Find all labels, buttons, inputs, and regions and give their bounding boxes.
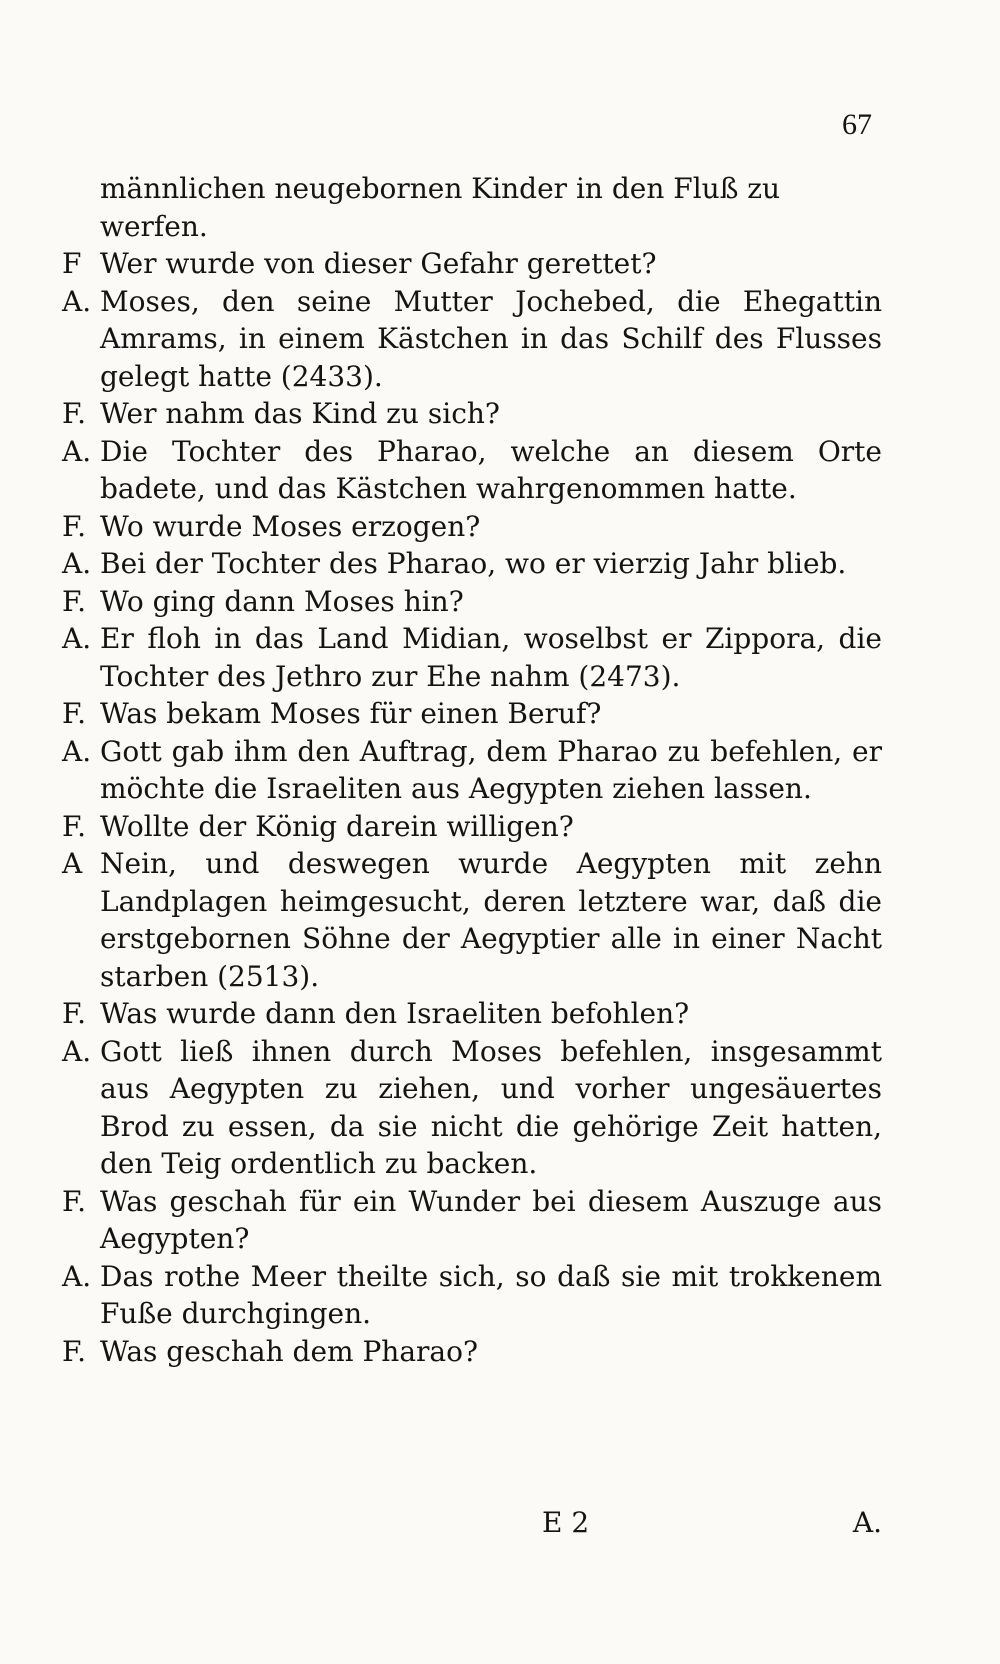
- entry-tag: F.: [62, 509, 86, 543]
- entry-tag: F.: [62, 1334, 86, 1368]
- qa-entry: [62, 545, 882, 583]
- entry-tag: A.: [62, 1034, 92, 1068]
- entry-tag: F.: [62, 584, 86, 618]
- qa-entry: [62, 1333, 882, 1371]
- entry-tag: F: [62, 247, 82, 280]
- entry-tag: A.: [62, 547, 92, 580]
- text-block: [62, 170, 882, 1370]
- entry-tag: A.: [62, 434, 92, 468]
- entry-text: Wo ging dann Moses hin?: [100, 584, 464, 618]
- qa-entry: [62, 1033, 882, 1183]
- entry-tag: F.: [62, 809, 86, 843]
- entry-text: Wer nahm das Kind zu sich?: [100, 397, 500, 430]
- entry-text: Bei der Tochter des Pharao, wo er vierzig Jahr blieb.: [100, 547, 847, 580]
- page-footer: [62, 1506, 882, 1546]
- entry-text: Was bekam Moses für einen Beruf?: [100, 697, 602, 730]
- qa-entry: [62, 508, 882, 546]
- entry-tag: F.: [62, 397, 86, 430]
- entry-text: Wo wurde Moses erzogen?: [100, 509, 481, 543]
- entry-text: Was geschah für ein Wunder bei diesem Auszuge aus Aegypten?: [100, 1184, 882, 1255]
- qa-entry: [62, 433, 882, 508]
- qa-entry: [62, 583, 882, 621]
- entry-tag: A: [62, 847, 83, 880]
- entry-tag: A.: [62, 284, 92, 318]
- qa-entry: [62, 695, 882, 733]
- qa-entry: [62, 1258, 882, 1333]
- qa-entry: [62, 1183, 882, 1258]
- qa-entry: [62, 845, 882, 995]
- entry-tag: F.: [62, 1184, 86, 1218]
- entry-tag: A.: [62, 1259, 92, 1293]
- entry-tag: A.: [62, 622, 92, 655]
- catchword: A.: [852, 1506, 882, 1539]
- qa-entry: [62, 733, 882, 808]
- entry-text: Gott gab ihm den Auftrag, dem Pharao zu befehlen, er möchte die Israeliten aus Aegypten ziehen lassen.: [100, 734, 882, 805]
- qa-entry: [62, 620, 882, 695]
- qa-entry: [62, 395, 882, 433]
- qa-entry: [62, 808, 882, 846]
- qa-entry: [62, 283, 882, 396]
- entry-tag: F.: [62, 997, 86, 1030]
- entry-text: Die Tochter des Pharao, welche an diesem Orte badete, und das Kästchen wahrgenommen hatte.: [100, 434, 882, 505]
- entry-text: Das rothe Meer theilte sich, so daß sie mit trokkenem Fuße durchgingen.: [100, 1259, 882, 1330]
- qa-entry: [62, 995, 882, 1033]
- entry-text: Wollte der König darein willigen?: [100, 809, 574, 843]
- entry-text: Gott ließ ihnen durch Moses befehlen, insgesammt aus Aegypten zu ziehen, und vorher ungesäuertes Brod zu essen, da sie nicht die gehörige Zeit hatten, den Teig ordentlich zu backen.: [100, 1034, 882, 1180]
- page-number: 67: [842, 108, 872, 141]
- qa-entry: [62, 245, 882, 283]
- entry-tag: A.: [62, 734, 92, 768]
- entry-text: Er floh in das Land Midian, woselbst er Zippora, die Tochter des Jethro zur Ehe nahm (2473).: [100, 622, 882, 693]
- entry-text: Moses, den seine Mutter Jochebed, die Ehegattin Amrams, in einem Kästchen in das Schilf des Flusses gelegt hatte (2433).: [100, 284, 882, 393]
- signature-mark: E 2: [542, 1506, 590, 1539]
- continuation-text: männlichen neugebornen Kinder in den Fluß zu werfen.: [100, 172, 781, 243]
- entry-text: Nein, und deswegen wurde Aegypten mit zehn Landplagen heimgesucht, deren letztere war, daß die erstgebornen Söhne der Aegyptier alle in einer Nacht starben (2513).: [100, 847, 882, 993]
- entry-text: Wer wurde von dieser Gefahr gerettet?: [100, 247, 657, 280]
- entry-text: Was geschah dem Pharao?: [100, 1334, 478, 1368]
- entry-tag: F.: [62, 697, 86, 730]
- entry-text: Was wurde dann den Israeliten befohlen?: [100, 997, 690, 1030]
